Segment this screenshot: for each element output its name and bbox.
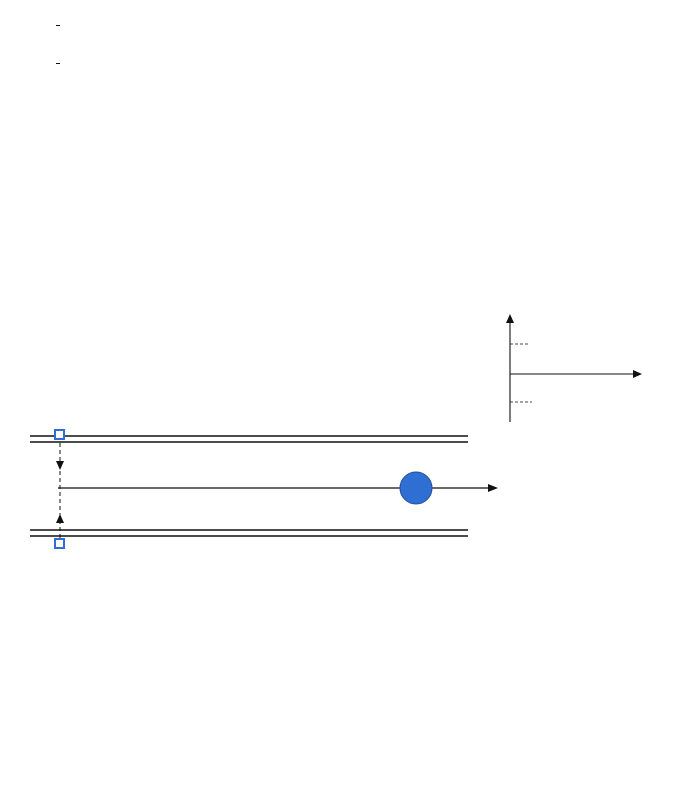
v0-arrow-down	[56, 461, 64, 470]
b-fraction	[56, 25, 60, 26]
figure-a	[0, 340, 520, 650]
source-1-marker	[55, 430, 64, 439]
t-axis-arrow	[633, 370, 642, 378]
source-2-marker	[55, 539, 64, 548]
em-fraction	[56, 63, 60, 64]
v0-arrow-up	[56, 514, 64, 523]
u-axis-arrow	[506, 314, 514, 323]
problem-line-7	[20, 44, 680, 82]
fluorescent-ball	[400, 472, 432, 504]
figure-b	[470, 310, 650, 440]
x-axis-arrow	[488, 484, 498, 492]
problem-line-3	[20, 6, 680, 44]
problem-text	[20, 6, 680, 82]
